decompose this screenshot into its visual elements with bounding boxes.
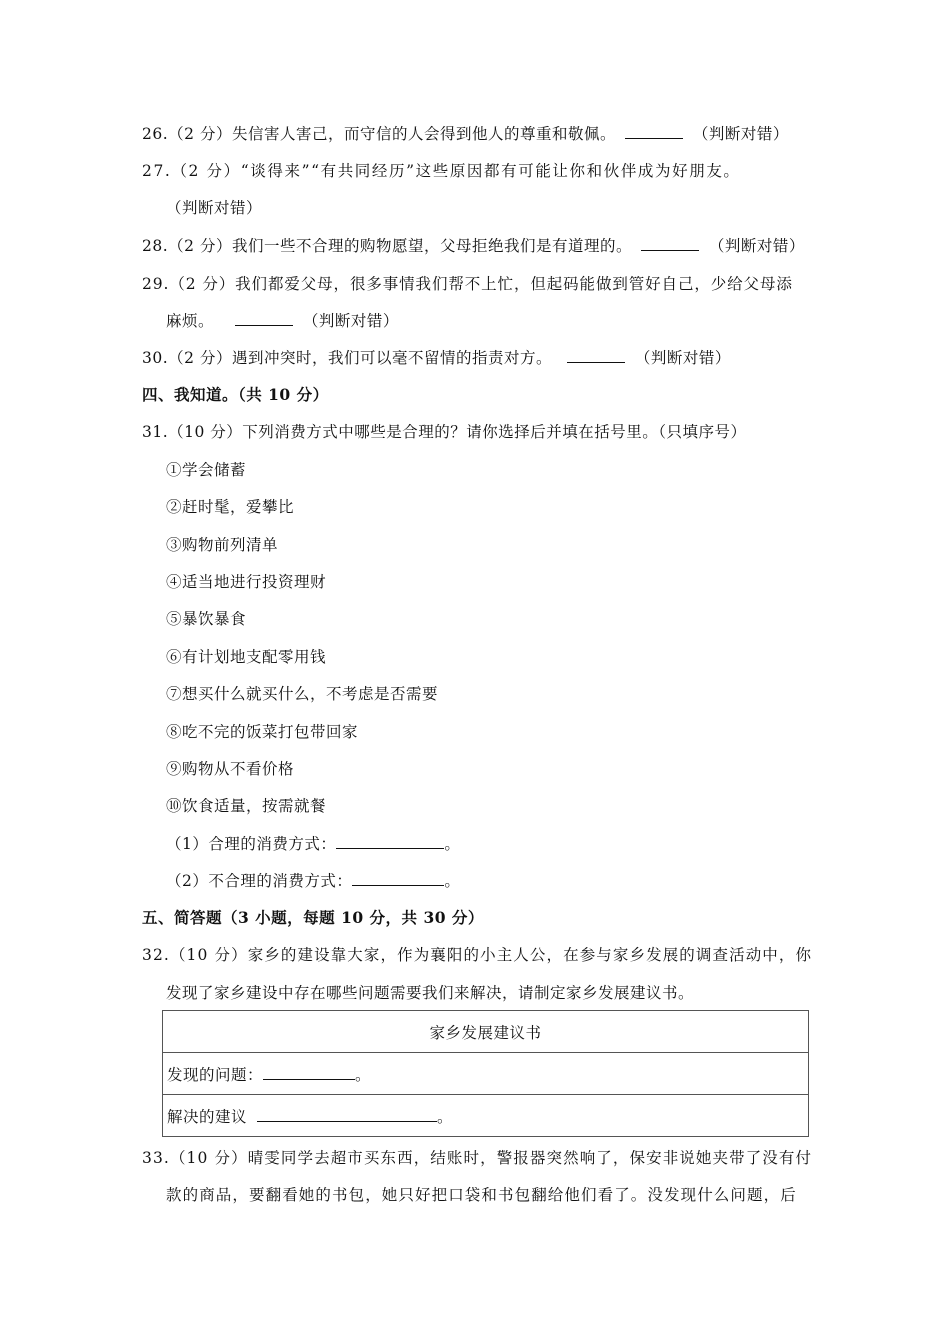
question-28	[142, 235, 805, 257]
table-row	[163, 1011, 809, 1053]
option-4: ④适当地进行投资理财	[166, 573, 327, 591]
suggestions-label: 解决的建议	[167, 1107, 248, 1126]
section-4-heading: 四、我知道。（共 10 分）	[142, 385, 329, 404]
suggestions-period: 。	[437, 1107, 454, 1126]
question-30	[142, 347, 731, 369]
question-26	[142, 123, 789, 145]
sub2-period: 。	[444, 872, 461, 890]
proposal-table	[162, 1010, 809, 1137]
option-5: ⑤暴饮暴食	[166, 610, 247, 628]
table-row	[163, 1053, 809, 1095]
option-2: ②赶时髦，爱攀比	[166, 498, 295, 516]
answer-blank-31-1[interactable]	[336, 834, 444, 849]
answer-blank-31-2[interactable]	[352, 871, 444, 886]
question-29-suffix: （判断对错）	[302, 312, 399, 330]
sub1-period: 。	[444, 835, 461, 853]
answer-blank-28[interactable]	[641, 236, 699, 251]
question-31-sub2	[166, 870, 460, 892]
question-33-line1: 33.（10 分）晴雯同学去超市买东西，结账时，警报器突然响了，保安非说她夹带了没有付	[142, 1149, 813, 1167]
question-26-text: 26.（2 分）失信害人害己，而守信的人会得到他人的尊重和敬佩。	[142, 125, 616, 143]
answer-blank-29[interactable]	[235, 311, 293, 326]
question-27-line1: 27.（2 分）“谈得来”“有共同经历”这些原因都有可能让你和伙伴成为好朋友。	[142, 162, 741, 180]
question-31-sub1	[166, 833, 460, 855]
suggestions-cell	[163, 1095, 809, 1137]
question-29-line2-text: 麻烦。	[166, 312, 215, 330]
answer-blank-30[interactable]	[567, 348, 625, 363]
sub1-label: （1）合理的消费方式：	[166, 835, 337, 853]
question-30-suffix: （判断对错）	[634, 349, 731, 367]
question-31-text: 31.（10 分）下列消费方式中哪些是合理的？请你选择后并填在括号里。（只填序号）	[142, 423, 747, 441]
problems-period: 。	[355, 1065, 372, 1084]
option-10: ⑩饮食适量，按需就餐	[166, 797, 327, 815]
option-9: ⑨购物从不看价格	[166, 760, 295, 778]
sub2-label: （2）不合理的消费方式：	[166, 872, 353, 890]
option-7: ⑦想买什么就买什么，不考虑是否需要	[166, 685, 439, 703]
question-30-text: 30.（2 分）遇到冲突时，我们可以毫不留情的指责对方。	[142, 349, 552, 367]
section-5-heading: 五、简答题（3 小题，每题 10 分，共 30 分）	[142, 908, 484, 927]
problems-cell	[163, 1053, 809, 1095]
table-row	[163, 1095, 809, 1137]
problems-blank[interactable]	[263, 1065, 355, 1080]
question-27-line2: （判断对错）	[166, 199, 263, 217]
answer-blank-26[interactable]	[625, 124, 683, 139]
question-28-suffix: （判断对错）	[708, 237, 805, 255]
question-28-text: 28.（2 分）我们一些不合理的购物愿望，父母拒绝我们是有道理的。	[142, 237, 632, 255]
problems-label: 发现的问题：	[167, 1065, 264, 1084]
option-6: ⑥有计划地支配零用钱	[166, 648, 327, 666]
question-32-line2: 发现了家乡建设中存在哪些问题需要我们来解决，请制定家乡发展建议书。	[166, 984, 695, 1002]
proposal-table-title: 家乡发展建议书	[163, 1011, 809, 1053]
option-8: ⑧吃不完的饭菜打包带回家	[166, 723, 359, 741]
option-1: ①学会储蓄	[166, 461, 247, 479]
suggestions-blank[interactable]	[257, 1107, 437, 1122]
question-26-suffix: （判断对错）	[692, 125, 789, 143]
question-29-line1: 29.（2 分）我们都爱父母，很多事情我们帮不上忙，但起码能做到管好自己，少给父母添	[142, 275, 793, 293]
option-3: ③购物前列清单	[166, 536, 279, 554]
question-32-line1: 32.（10 分）家乡的建设靠大家，作为襄阳的小主人公，在参与家乡发展的调查活动中，你	[142, 946, 813, 964]
question-29-line2	[166, 310, 399, 332]
question-33-line2: 款的商品，要翻看她的书包，她只好把口袋和书包翻给他们看了。没发现什么问题，后	[166, 1186, 797, 1204]
